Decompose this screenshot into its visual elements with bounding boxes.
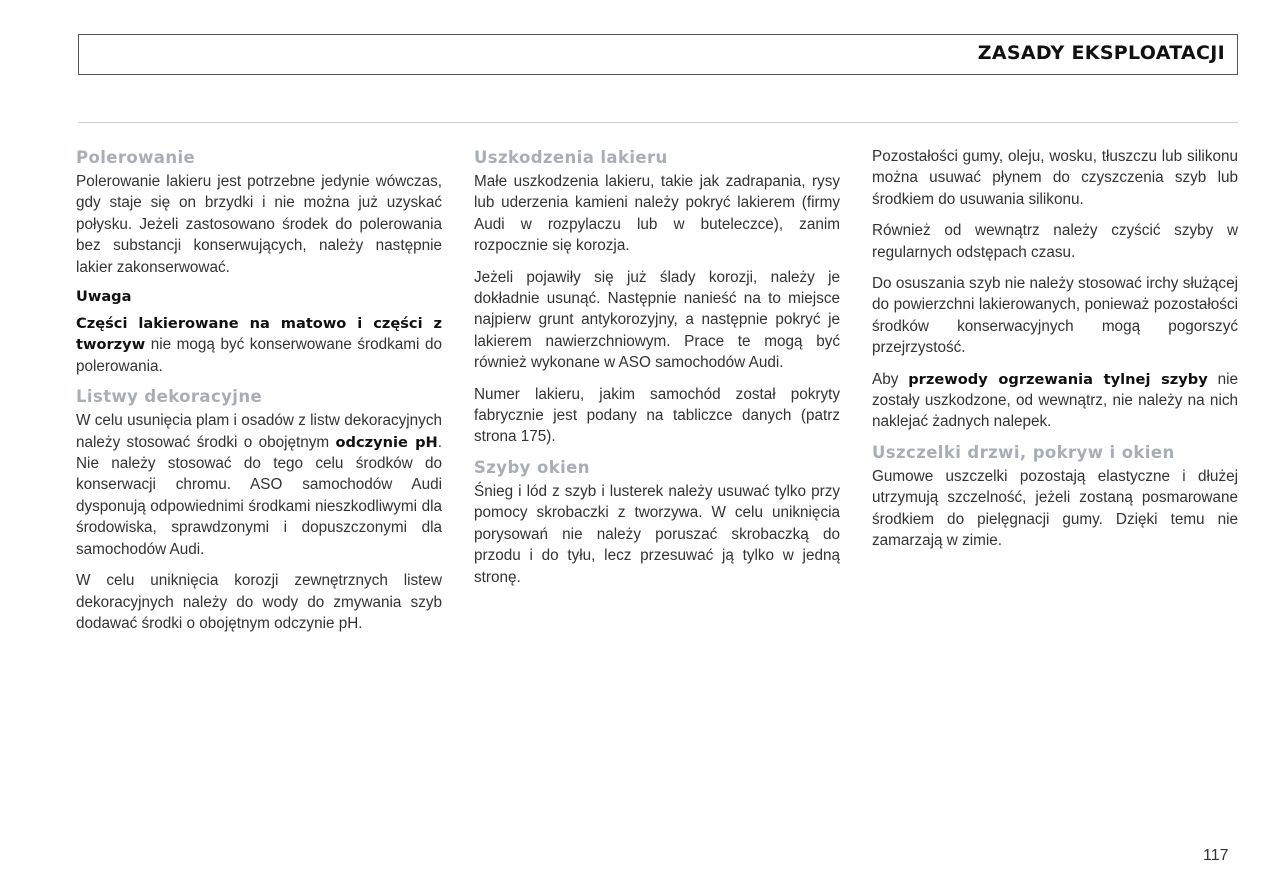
listwy-bold-ph: odczynie pH — [335, 433, 438, 451]
note-text: nie mogą być konserwowane środkami do polerowania. — [76, 336, 442, 375]
paragraph-right-3: Do osuszania szyb nie należy stosować irchy służącej do powierzchni lakierowanych, ponieważ pozostałości środków konserwacyjnych mogą pogorszyć przejrzystość. — [872, 275, 1238, 357]
heading-uszczelki: Uszczelki drzwi, pokryw i okien — [872, 442, 1175, 462]
heading-uszkodzenia: Uszkodzenia lakieru — [474, 148, 668, 167]
section-header-box — [78, 34, 1238, 75]
paragraph-szyby-1: Śnieg i lód z szyb i lusterek należy usuwać tylko przy pomocy skrobaczki z tworzywa. W celu uniknięcia porysowań nie należy poruszać skrobaczką do przodu i do tyłu, lecz przesuwać ją tylko w jedną stronę. — [474, 482, 840, 586]
header-divider — [78, 122, 1238, 123]
column-middle — [474, 146, 840, 598]
right-text-a: Aby — [872, 370, 909, 388]
paragraph-uszkodzenia-2: Jeżeli pojawiły się już ślady korozji, należy je dokładnie usunąć. Następnie nanieść na to miejsce najpierw grunt antykorozyjny, a następnie pokryć je lakierem nawierzchniowym. Prace te mogą być również wykonane w ASO samochodów Audi. — [474, 268, 840, 372]
heading-polerowanie: Polerowanie — [76, 148, 196, 167]
heading-listwy: Listwy dekoracyjne — [76, 387, 263, 407]
paragraph-right-1: Pozostałości gumy, oleju, wosku, tłuszczu lub silikonu można usuwać płynem do czyszczenia szyb lub środkiem do usuwania silikonu. — [872, 148, 1238, 208]
paragraph-uszczelki: Gumowe uszczelki pozostają elastyczne i dłużej utrzymują szczelność, jeżeli zostaną posmarowane środkiem do pielęgnacji gumy. Dzięki temu nie zamarzają w zimie. — [872, 467, 1238, 550]
paragraph-listwy-2: W celu uniknięcia korozji zewnętrznych listew dekoracyjnych należy do wody do zmywania szyb dodawać środki o obojętnym odczynie pH. — [76, 572, 442, 632]
note-paragraph — [76, 313, 442, 377]
column-left — [76, 146, 442, 644]
section-title: ZASADY EKSPLOATACJI — [977, 42, 1225, 64]
note-bold-text: Części lakierowane na matowo i części z tworzyw — [76, 315, 442, 354]
paragraph-listwy-1 — [76, 410, 442, 560]
paragraph-uszkodzenia-3: Numer lakieru, jakim samochód został pokryty fabrycznie jest podany na tabliczce danych (patrz strona 175). — [474, 385, 840, 446]
paragraph-uszkodzenia-1: Małe uszkodzenia lakieru, takie jak zadrapania, rysy lub uderzenia kamieni należy pokryć lakierem (firmy Audi w rozpylaczu lub w buteleczce), zanim rozpocznie się korozja. — [474, 173, 840, 255]
listwy-text-a: W celu usunięcia plam i osadów z listw dekoracyjnych należy stosować środki o obojętnym — [76, 412, 442, 451]
right-bold-heating: przewody ogrzewania tylnej szyby — [908, 370, 1208, 388]
paragraph-right-4 — [872, 369, 1238, 433]
paragraph-right-2: Również od wewnątrz należy czyścić szyby w regularnych odstępach czasu. — [872, 222, 1238, 261]
paragraph-polerowanie: Polerowanie lakieru jest potrzebne jedynie wówczas, gdy staje się on brzydki i nie można już uzyskać połysku. Jeżeli zastosowano środek do polerowania bez substancji konserwujących, należy następnie lakier zakonserwować. — [76, 173, 442, 276]
page-number: 117 — [1203, 847, 1229, 864]
listwy-text-b: . Nie należy stosować do tego celu środków do konserwacji chromu. ASO samochodów Audi dysponują odpowiednimi środkami nieszkodliwymi dla środowiska, sprawdzonymi i dopuszczonymi dla samochodów Audi. — [76, 433, 442, 558]
right-text-b: nie zostały uszkodzone, od wewnątrz, nie należy na nich naklejać żadnych nalepek. — [872, 370, 1239, 431]
note-title: Uwaga — [76, 288, 132, 306]
column-right — [872, 146, 1238, 562]
heading-szyby: Szyby okien — [474, 457, 590, 477]
